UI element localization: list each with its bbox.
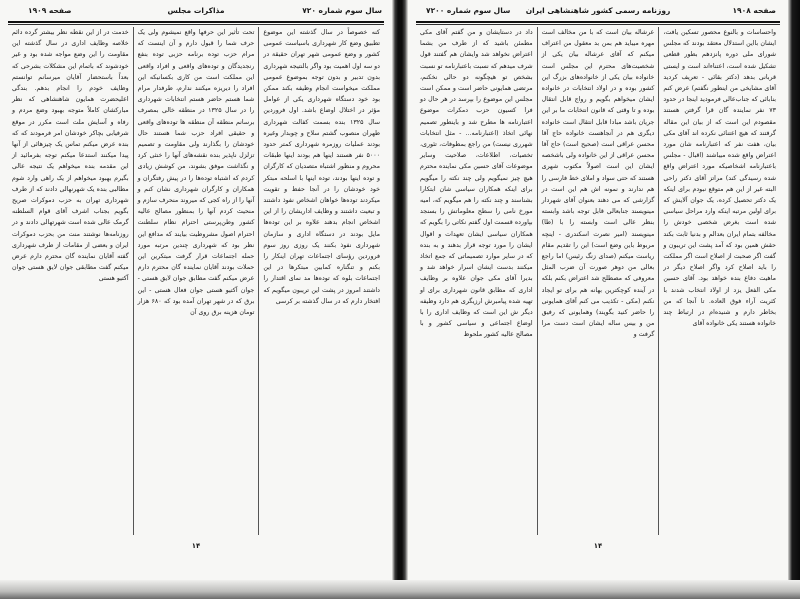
- header-rule: [416, 21, 780, 23]
- page-number: صفحه ۱۹۰۹: [28, 6, 72, 15]
- text-column-1: [658, 27, 780, 535]
- bottom-edge-shadow: [0, 580, 800, 599]
- text-column-2: [133, 27, 259, 535]
- text-column-3: [416, 27, 537, 535]
- left-page: [0, 0, 392, 580]
- issue-label: سال سوم شماره ۷۲۰۰: [426, 6, 511, 15]
- page-edge-shadow: [788, 0, 800, 599]
- folio-number: ۱۴: [191, 542, 201, 550]
- issue-label: سال سوم شماره ۷۲۰: [302, 6, 382, 15]
- right-page-header: [408, 6, 788, 18]
- text-column-1: [258, 27, 384, 535]
- text-column-2: [537, 27, 659, 535]
- section-title: مذاکرات مجلس: [167, 6, 225, 15]
- binding-gutter: [392, 0, 408, 599]
- column-text: کنه خصوصاً در سال گذشته این موضوع تطبیق وضع کار شهرداری باسیاست عمومی کشور و وضع عمومی شهر تهران حقیقة در دو سه اول اهمیت بود واگر بالنتیجه شهرداری بدون تدبیر و بدون توجه بموضوع عمومی مملکت میخواست انجام وظیفه بکند ممکن بود خود دستگاه شهرداری یکی از عوامل مؤثر در اختلال اوضاع باشد. اول فروردین سال ۱۳۲۵ بنده بسمت کفالت شهرداری طهران منصوب گشتم سلاح و چوبدار وغیره بودند عملیات روزمره شهرداری کمتر حدود ۵۰۰۰ نفر هستند اینها هم بودند اینها طبقات محروم و منظور اشتباه متصدیان که کارگران و توده اینها بودند، توده اینها با اسلحه مبتکر خود خودشان را در آنجا حفظ و تقویت میکردند توده‌ها خواهان اشخاص نفوذ داشتند و تبعیت داشتند و وظایف اداریشان را از این اشخاص انجام بدهند علاوه بر این توده‌ها مایل بودند در دستگاه اداری و سازمان شهرداری نفوذ بکنند یک روزی روز سوم فروردین رؤسای اجتماعات تهران اینکار را بکنم و تنگناره کمابین مبتکرها در این اجتماعات بلوه که توده‌ها مد نمای اقتدار را داشتند امروز در پشت این تریبون میگویم که افتخار دارم که در سال گذشته بر کرسی: [263, 29, 380, 305]
- column-text: واحساسات و بالنوع محصور تسکین یافت، ایشان بااین استدلال معتقد بودند که مجلس شورای ملی دوره پانزدهم بطور قطعی تشکیل شده است، اعتناءاند است و ایستی قربانی بدهد (دکتر بقائی - تعریف کردید آقای مشایخی من اینطور نگفتم) عرض کنم بنابائی که جناب‌عالی فرمودید اینجا در حدود ۷۳ نفر نماینده گان قرا گرفتن هستند مقصودم این است که از بیان این مقاله گرفتند که هیچ اعتنائی نکرده اند آقای مکی بیان، هفت نفر که اعتبارنامه شان مورد اعتراض واقع شده میباشند (اقبال - مجلس باعتبارنامه اشخاصیکه مورد اعتراض واقع شده رسیدگی کند) مراتز آقای دکتر راحی البته غیر از این هم متوقع نبودم برای اینکه یک دکتر تحصیل کرده، یک جوان آلایش که برای اولین مرتبه اینکه وارد مراحل سیاسی شده است بغرض شخصی خودش را مخالفه بتمام ایران بعدالم و بدنیا ثابت بکند حقش همین بود که آمد پشت این تریبون و گفت اگر صحبت از اصلاح است اگر مملکت را باید اصلاح کرد واگر اصلاح دیگر در ماهیت دفاع بنده خواهد بود. آقای حسین مکی الفعل یزد از اولاد انتخاب شدند با کثریت آراء فوق العاده. تا آنجا که من بخاطر دارم و شنیده‌ام در ارتباط چند خانواده هستند یکی خانواده آقای: [663, 29, 776, 328]
- folio-number: ۱۴: [593, 542, 603, 550]
- text-columns: [8, 27, 384, 535]
- page-number: صفحه ۱۹۰۸: [732, 6, 776, 15]
- header-rule-thin: [8, 24, 384, 25]
- column-text: خدمت در از این نقطه نظر بیشتر گرده دائم خلاصه وظایف اداری در سال گذشته این مقاومت را این وضع مواجه شده بود و غیر خودشوند که باتمام این مشکلات بشرحی که بعداً باستحضار آقایان میرسانم توانستم وظایف خودم را انجام بدهم. بندگی اعلیحضرت همایون شاهنشاهی که نظر مبارکشان کاملاً متوجه بهبود وضع مردم و رفاه و آسایش ملت است مکرر در موقع شرفیابی بچاکر خودشان امر فرمودند که که بنده عرض میکنم تماس یک چیزهائی از آنها پیدا میکنند استدعا میکنم توجه بفرمائید از این مقدمه بنده میخواهم یک نتیجه عالی بگیرم بهبود میخواهم از یک راهی وارد شوم مطالبی بنده یک شهرنهالی دادند که از طرف شهرداری تهران به حزب دموکرات صریح بگویم بجناب اشرف آقای قوام السلطنه گرمک عالی شده است شهرتهالی دادند و در روزنامه‌ها نوشتند منت من بحزب دموکرات ایران و بعضی از مقامات از طرف شهرداری گفته آقایان نماینده گان محترم دارم عرض میکنم گفت مطابقی جوان لایق هستی جوان آکتیو هستی: [11, 29, 129, 283]
- column-text: تحت تأثیر این حرفها واقع نمیشوم ولی یک حرف شما را قبول دارم و آن اینست که مرام حزب توده برنامه حزبی توده بنفع رنجدیدگان و توده‌های واقعی و افراد واقعی این مملکت است من کاری بکسانیکه این افراد را دیریزه میکنند ندارم، طرفدار مرام شما هستم حاضر هستم انتخابات شهرداری را در سال ۱۳۲۵ در منطقه خالی بمصرف برسانم منطقه آن منطقه ها توده‌های واقعی و حقیقی افراد حزب شما هستند حال خودشان را بگذارند ولی مقاومت و تصمیم تزلزل ناپذیر بنده نقشه‌های آنها را خنثی کرد و نگذاشت موفق بشوند، من کوشش زیادی کردم که اشتباه توده‌ها را در پیش رفتگران و همکاران و کارگران شهرداری نشان کنم و آنها را از راه کجی که میروند منحرف سازم و منحیث کردم آنها را بمنظور مصالح عالیه کشور وطن‌پرستی احترام نظام سلطنت احترام اصول مشروطیت بیایند که مدافع این نظر بود که شهرداری چندین مرتبه مورد حمله اجتماعات قرار گرفت مبتکرین این حملات بودند آقایان نماینده گان محترم دارم عرض میکنم گفت مطابق جوان لایق هستی - جوان آکتیو هستی جوان فعال هستی - این برق که در شهر تهران آمده بود که ۶۸۰ هزار تومان هزینه برق روی آن: [137, 29, 255, 317]
- header-rule: [8, 21, 384, 23]
- right-page: [408, 0, 788, 580]
- text-columns: [416, 27, 780, 535]
- column-text: عرشاله بیان است که با من مخالف است مهره میباید هم بمن بد معقول من اعتراف میکنم که آقای عرشاله بیان یکی از شخصیت‌های محترم این مجلس است خانواده بیان یکی از خانواده‌های بزرگ این کشور بوده و در اولاد انتخابات در خانواده ایشان میخواهم بگویم و رواج قابل انتقال بوده و تا وقتی که قانون انتخابات ما بر این جریان باشد مبادا قابل انتقال است خانواده دیگری هم در آنجاهست خانواده حاج آقا محسن عراقی است (صحیح است) حاج آقا محسن عراقی از این خانواده ولی باشخصه ایشان این است اصولاً مکتوب شهری هستند که حتی سواد و املای خط فارسی را هم ندارند و نمونه اش هم این است در گزارشی که می دهند بعنوان آقای شهردار مینویسند جنابعالی قابل توجه باشد وابسته بنظر عالی است وابسته را با (طا) مینویسند (امیر نصرت اسکندری - اینچه مربوط باین وضع است) این را تقدیم مقام ریاست میکنم (صدای زنگ رئیس) اما راجع بعالی من دوهر صورت آن ضرب المثل معروفی که مصطلح شد اعتراض بکنم بلکه در آینده کوچکترین بهانه هم برای تو ایجاد نکنم (مکی - تکذیب می کنم آقای همایونی را حاضر کنید بگویند) وهمایونی که رفیق من و بیس ساله ایشان است دست مرا گرفت و: [541, 29, 655, 339]
- left-page-header: [0, 6, 392, 18]
- header-rule-thin: [416, 24, 780, 25]
- section-title: روزنامه رسمی کشور شاهنشاهی ایران: [525, 6, 671, 15]
- text-column-3: [8, 27, 133, 535]
- column-text: داد در دستایشان و من گفتم آقای مکی مطمئن باشید که از طرف من بشما اعتراض نخواهد شد وایشان هم گفتند قول شرف میدهم که نسبت باعتبارنامه تو نسبت بشخص تو هیچگونه دو حالی نخکنم، مرتضی همایونی حاضر است و ممکن است مجلس این موضوع را بپرسد در هر حال دو فرا کسیون حزب دمکرات موضوع اعتبارنامه ها مطرح شد و باینطور تصمیم نهائی اتخاذ (اعتبارنامه... - مثل انتخابات شهرری نیست) من راجع بمطوفات، تئوری، تخصیات، اطلاعات، صلاحیت وسایر موضوعات آقای حسین مکی نماینده محترم هیچ چیز نمیگویم ولی چند نکته را میگویم برای اینکه همکاران سیاسی شان ابتکارا بشناسند و چند نکته را هم میگویم که، امیه مورخ نامی را سطح معلوماتش را بسنجد بپاورده قسمت اول گفتم نکاتی را بگویم که همکاران سیاسی ایشان تعهدات و اقوال ایشان را مورد توجه قرار بدهند و به بنده که در سایر موارد تصمیماتی که جمع اتخاذ میکنند بدست ایشان اسرار خواهد شد و بدیرا آقای مکی جوان علاوه بر وظایف اداری که مطابق قانون شهرداری برای او تهیه شده پیامبرش ارزیگری هم دارد وظیفه دیگر ش این است که وظایف اداری را با اوضاع اجتماعی و سیاسی کشور و با مصالح عالیه کشور ملحوظ: [419, 29, 533, 339]
